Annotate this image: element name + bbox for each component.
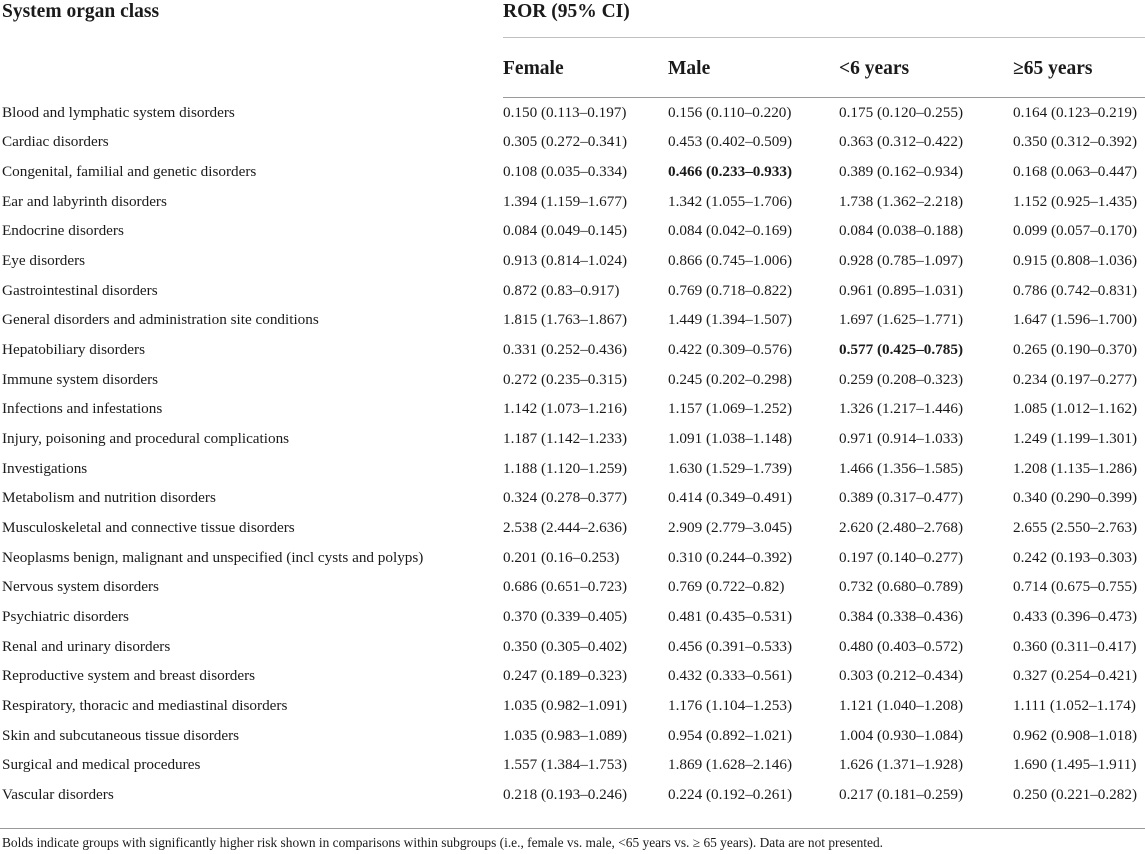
table-row [0, 98, 1145, 128]
cell-male: 0.224 (0.192–0.261) [668, 785, 793, 803]
cell-soc: Reproductive system and breast disorders [2, 667, 256, 685]
cell-soc: Psychiatric disorders [2, 607, 129, 625]
cell-male: 1.091 (1.038–1.148) [668, 430, 793, 448]
cell-65-plus-years: 0.714 (0.675–0.755) [1013, 578, 1138, 596]
cell-soc: Skin and subcutaneous tissue disorders [2, 726, 240, 744]
cell-female: 1.394 (1.159–1.677) [503, 192, 628, 210]
cell-65-plus-years: 1.249 (1.199–1.301) [1013, 430, 1138, 448]
cell-male: 0.414 (0.349–0.491) [668, 489, 793, 507]
cell-65-plus-years: 1.085 (1.012–1.162) [1013, 400, 1138, 418]
header-female: Female [503, 38, 668, 98]
cell-65-plus-years: 0.327 (0.254–0.421) [1013, 667, 1138, 685]
table-row [0, 187, 1145, 217]
cell-under-6-years: 1.326 (1.217–1.446) [839, 400, 964, 418]
cell-female: 0.331 (0.252–0.436) [503, 341, 628, 359]
cell-under-6-years: 1.466 (1.356–1.585) [839, 459, 964, 477]
table-row [0, 246, 1145, 276]
cell-male: 2.909 (2.779–3.045) [668, 519, 793, 537]
cell-male: 0.866 (0.745–1.006) [668, 252, 793, 270]
table-row [0, 721, 1145, 751]
cell-under-6-years: 0.389 (0.162–0.934) [839, 163, 964, 181]
cell-65-plus-years: 1.208 (1.135–1.286) [1013, 459, 1138, 477]
table-row [0, 395, 1145, 425]
table-row [0, 454, 1145, 484]
cell-under-6-years: 1.121 (1.040–1.208) [839, 696, 964, 714]
cell-under-6-years: 1.626 (1.371–1.928) [839, 756, 964, 774]
cell-under-6-years: 0.928 (0.785–1.097) [839, 252, 964, 270]
cell-soc: Blood and lymphatic system disorders [2, 103, 235, 121]
cell-soc: Neoplasms benign, malignant and unspecified (incl cysts and polyps) [2, 548, 424, 566]
cell-male: 0.769 (0.722–0.82) [668, 578, 785, 596]
header-under-6-years: <6 years [839, 38, 1013, 98]
cell-under-6-years: 1.697 (1.625–1.771) [839, 311, 964, 329]
cell-male: 0.084 (0.042–0.169) [668, 222, 793, 240]
cell-under-6-years: 0.303 (0.212–0.434) [839, 667, 964, 685]
cell-soc: Cardiac disorders [2, 133, 109, 151]
cell-under-6-years: 0.961 (0.895–1.031) [839, 281, 964, 299]
cell-female: 1.035 (0.982–1.091) [503, 696, 628, 714]
cell-soc: Metabolism and nutrition disorders [2, 489, 216, 507]
cell-under-6-years: 0.259 (0.208–0.323) [839, 370, 964, 388]
cell-under-6-years: 0.175 (0.120–0.255) [839, 103, 964, 121]
cell-under-6-years: 0.363 (0.312–0.422) [839, 133, 964, 151]
cell-male: 1.869 (1.628–2.146) [668, 756, 793, 774]
cell-female: 0.872 (0.83–0.917) [503, 281, 620, 299]
cell-under-6-years: 0.389 (0.317–0.477) [839, 489, 964, 507]
table-row [0, 632, 1145, 662]
cell-under-6-years: 0.217 (0.181–0.259) [839, 785, 964, 803]
cell-male: 0.481 (0.435–0.531) [668, 607, 793, 625]
cell-65-plus-years: 0.168 (0.063–0.447) [1013, 163, 1138, 181]
cell-soc: Congenital, familial and genetic disorders [2, 163, 257, 181]
cell-65-plus-years: 0.234 (0.197–0.277) [1013, 370, 1138, 388]
cell-65-plus-years: 0.786 (0.742–0.831) [1013, 281, 1138, 299]
cell-soc: Injury, poisoning and procedural complications [2, 430, 290, 448]
table-row [0, 306, 1145, 336]
cell-soc: General disorders and administration site conditions [2, 311, 319, 329]
cell-female: 0.108 (0.035–0.334) [503, 163, 628, 181]
cell-male: 1.157 (1.069–1.252) [668, 400, 793, 418]
cell-soc: Eye disorders [2, 252, 86, 270]
table-row [0, 602, 1145, 632]
cell-female: 1.557 (1.384–1.753) [503, 756, 628, 774]
cell-65-plus-years: 0.340 (0.290–0.399) [1013, 489, 1138, 507]
header-65-plus-years: ≥65 years [1013, 38, 1145, 98]
cell-female: 1.815 (1.763–1.867) [503, 311, 628, 329]
cell-female: 0.272 (0.235–0.315) [503, 370, 628, 388]
cell-male: 0.954 (0.892–1.021) [668, 726, 793, 744]
cell-soc: Surgical and medical procedures [2, 756, 201, 774]
table-row [0, 484, 1145, 514]
cell-soc: Hepatobiliary disorders [2, 341, 145, 359]
cell-65-plus-years: 0.915 (0.808–1.036) [1013, 252, 1138, 270]
cell-65-plus-years: 0.099 (0.057–0.170) [1013, 222, 1138, 240]
cell-female: 0.218 (0.193–0.246) [503, 785, 628, 803]
cell-65-plus-years: 0.360 (0.311–0.417) [1013, 637, 1137, 655]
cell-soc: Vascular disorders [2, 785, 114, 803]
cell-female: 0.324 (0.278–0.377) [503, 489, 628, 507]
cell-65-plus-years: 1.690 (1.495–1.911) [1013, 756, 1137, 774]
cell-under-6-years: 2.620 (2.480–2.768) [839, 519, 964, 537]
cell-male: 0.456 (0.391–0.533) [668, 637, 793, 655]
cell-male: 1.449 (1.394–1.507) [668, 311, 793, 329]
cell-male: 0.245 (0.202–0.298) [668, 370, 793, 388]
table-row [0, 276, 1145, 306]
cell-under-6-years: 0.084 (0.038–0.188) [839, 222, 964, 240]
cell-soc: Musculoskeletal and connective tissue disorders [2, 519, 295, 537]
cell-under-6-years: 1.004 (0.930–1.084) [839, 726, 964, 744]
cell-under-6-years: 0.480 (0.403–0.572) [839, 637, 964, 655]
cell-under-6-years: 0.577 (0.425–0.785) [839, 341, 964, 359]
cell-male: 0.432 (0.333–0.561) [668, 667, 793, 685]
cell-female: 1.187 (1.142–1.233) [503, 430, 628, 448]
table-header [0, 0, 1145, 98]
table-footnote: Bolds indicate groups with significantly higher risk shown in comparisons within subgroups (i.e., female vs. male, <65 years vs. ≥ 65 years). Data are not presented. [2, 835, 884, 850]
cell-under-6-years: 0.197 (0.140–0.277) [839, 548, 964, 566]
cell-male: 0.422 (0.309–0.576) [668, 341, 793, 359]
cell-female: 0.370 (0.339–0.405) [503, 607, 628, 625]
table-row [0, 750, 1145, 780]
table-row [0, 424, 1145, 454]
cell-65-plus-years: 0.250 (0.221–0.282) [1013, 785, 1138, 803]
table-row [0, 217, 1145, 247]
cell-female: 0.201 (0.16–0.253) [503, 548, 620, 566]
header-row-main [0, 0, 1145, 38]
header-ror: ROR (95% CI) [503, 0, 1145, 38]
cell-male: 1.342 (1.055–1.706) [668, 192, 793, 210]
cell-male: 0.156 (0.110–0.220) [668, 103, 792, 121]
cell-under-6-years: 1.738 (1.362–2.218) [839, 192, 964, 210]
table-row [0, 780, 1145, 812]
table-body [0, 98, 1145, 812]
cell-65-plus-years: 0.265 (0.190–0.370) [1013, 341, 1138, 359]
cell-female: 0.686 (0.651–0.723) [503, 578, 628, 596]
cell-soc: Investigations [2, 459, 88, 477]
cell-female: 1.188 (1.120–1.259) [503, 459, 628, 477]
cell-65-plus-years: 0.164 (0.123–0.219) [1013, 103, 1138, 121]
cell-soc: Gastrointestinal disorders [2, 281, 158, 299]
cell-soc: Immune system disorders [2, 370, 159, 388]
cell-soc: Endocrine disorders [2, 222, 124, 240]
cell-female: 2.538 (2.444–2.636) [503, 519, 628, 537]
cell-male: 1.176 (1.104–1.253) [668, 696, 793, 714]
cell-65-plus-years: 1.647 (1.596–1.700) [1013, 311, 1138, 329]
table-row [0, 157, 1145, 187]
cell-female: 0.913 (0.814–1.024) [503, 252, 628, 270]
cell-female: 0.084 (0.049–0.145) [503, 222, 628, 240]
cell-65-plus-years: 0.350 (0.312–0.392) [1013, 133, 1138, 151]
cell-65-plus-years: 2.655 (2.550–2.763) [1013, 519, 1138, 537]
table-row [0, 543, 1145, 573]
cell-65-plus-years: 0.962 (0.908–1.018) [1013, 726, 1138, 744]
cell-female: 1.142 (1.073–1.216) [503, 400, 628, 418]
header-male: Male [668, 38, 839, 98]
cell-65-plus-years: 0.433 (0.396–0.473) [1013, 607, 1138, 625]
cell-soc: Ear and labyrinth disorders [2, 192, 167, 210]
table-row [0, 691, 1145, 721]
cell-female: 0.247 (0.189–0.323) [503, 667, 628, 685]
table-row [0, 573, 1145, 603]
cell-female: 1.035 (0.983–1.089) [503, 726, 628, 744]
cell-male: 1.630 (1.529–1.739) [668, 459, 793, 477]
cell-65-plus-years: 1.152 (0.925–1.435) [1013, 192, 1138, 210]
cell-65-plus-years: 0.242 (0.193–0.303) [1013, 548, 1138, 566]
cell-female: 0.350 (0.305–0.402) [503, 637, 628, 655]
cell-soc: Nervous system disorders [2, 578, 159, 596]
cell-65-plus-years: 1.111 (1.052–1.174) [1013, 696, 1136, 714]
header-soc: System organ class [2, 1, 160, 22]
cell-under-6-years: 0.384 (0.338–0.436) [839, 607, 964, 625]
cell-soc: Respiratory, thoracic and mediastinal disorders [2, 696, 288, 714]
table-row [0, 661, 1145, 691]
table-row [0, 365, 1145, 395]
cell-female: 0.305 (0.272–0.341) [503, 133, 628, 151]
table-row [0, 128, 1145, 158]
cell-male: 0.769 (0.718–0.822) [668, 281, 793, 299]
cell-soc: Infections and infestations [2, 400, 163, 418]
cell-under-6-years: 0.732 (0.680–0.789) [839, 578, 964, 596]
table-bottom-rule [0, 828, 1145, 829]
cell-female: 0.150 (0.113–0.197) [503, 103, 627, 121]
table-row [0, 335, 1145, 365]
cell-soc: Renal and urinary disorders [2, 637, 171, 655]
cell-male: 0.310 (0.244–0.392) [668, 548, 793, 566]
cell-male: 0.453 (0.402–0.509) [668, 133, 793, 151]
cell-male: 0.466 (0.233–0.933) [668, 163, 793, 181]
table-row [0, 513, 1145, 543]
cell-under-6-years: 0.971 (0.914–1.033) [839, 430, 964, 448]
